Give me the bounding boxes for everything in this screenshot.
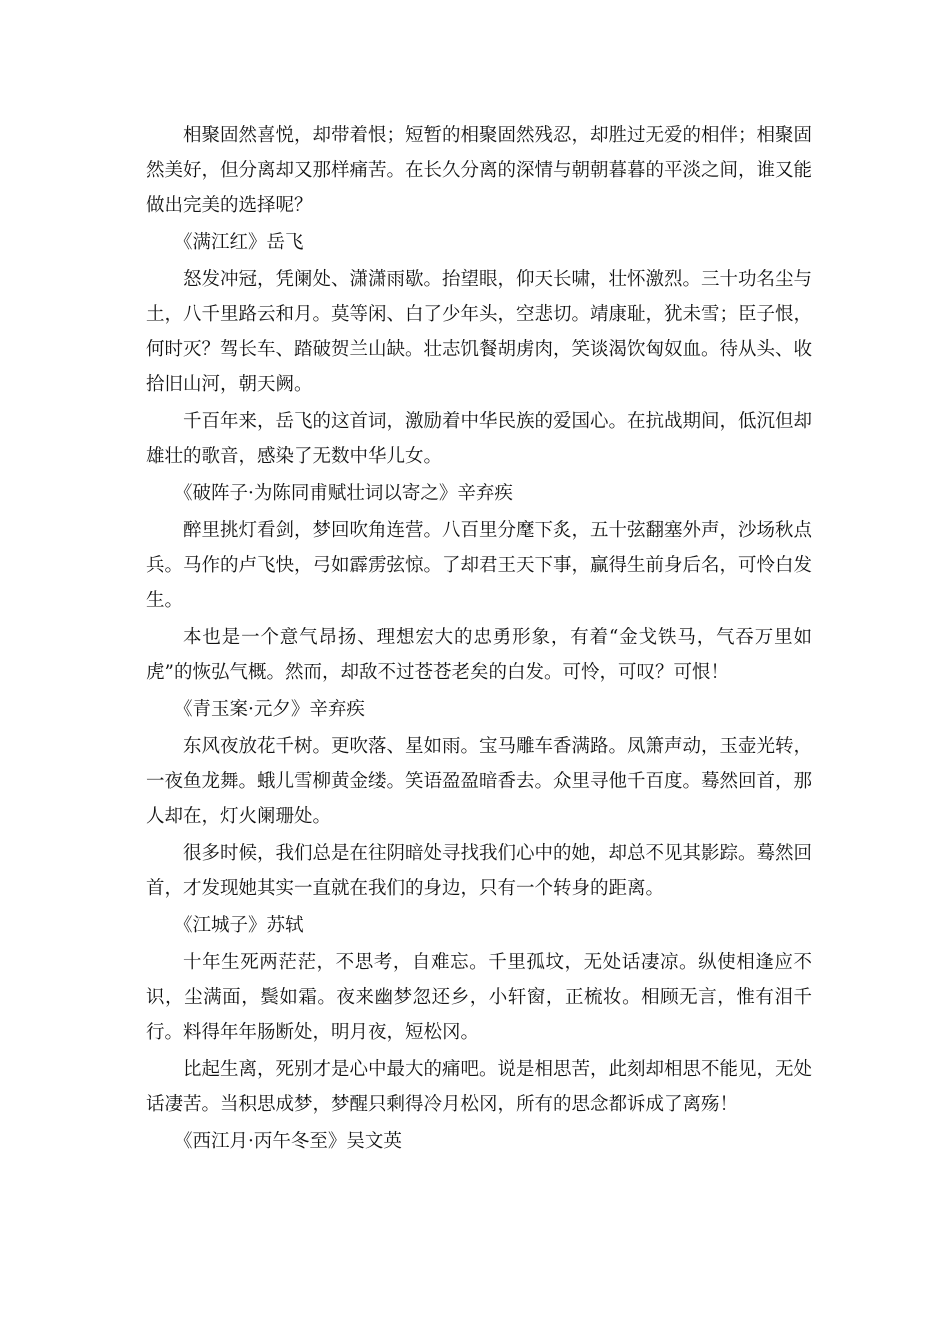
poem-text-pozhenzi: 醉里挑灯看剑，梦回吹角连营。八百里分麾下炙，五十弦翻塞外声，沙场秋点兵。马作的卢飞快，弓如霹雳弦惊。了却君王天下事，赢得生前身后名，可怜白发生。 bbox=[146, 520, 813, 611]
document-page bbox=[146, 118, 812, 1161]
poem-text-qingyuan: 东风夜放花千树。更吹落、星如雨。宝马雕车香满路。凤箫声动，玉壶光转，一夜鱼龙舞。蛾儿雪柳黄金缕。笑语盈盈暗香去。众里寻他千百度。蓦然回首，那人却在，灯火阑珊处。 bbox=[146, 736, 813, 827]
poem-title-jiangchengzi: 《江城子》苏轼 bbox=[174, 915, 304, 936]
poem-title-xijiangyue: 《西江月·丙午冬至》吴文英 bbox=[174, 1131, 402, 1152]
commentary-pozhenzi: 本也是一个意气昂扬、理想宏大的忠勇形象，有着“金戈铁马，气吞万里如虎”的恢弘气概。然而，却敌不过苍苍老矣的白发。可怜，可叹？可恨！ bbox=[146, 627, 812, 683]
poem-title-qingyuan: 《青玉案·元夕》辛弃疾 bbox=[174, 699, 365, 720]
poem-title-manjianghong: 《满江红》岳飞 bbox=[174, 232, 304, 253]
poem-text-jiangchengzi: 十年生死两茫茫，不思考，自难忘。千里孤坟，无处话凄凉。纵使相逢应不识，尘满面，鬓如霜。夜来幽梦忽还乡，小轩窗，正梳妆。相顾无言，惟有泪千行。料得年年肠断处，明月夜，短松冈。 bbox=[146, 952, 812, 1043]
commentary-jiangchengzi: 比起生离，死别才是心中最大的痛吧。说是相思苦，此刻却相思不能见，无处话凄苦。当积思成梦，梦醒只剩得冷月松冈，所有的思念都诉成了离殇！ bbox=[146, 1059, 813, 1115]
commentary-manjianghong: 千百年来，岳飞的这首词，激励着中华民族的爱国心。在抗战期间，低沉但却雄壮的歌音，感染了无数中华儿女。 bbox=[146, 411, 813, 467]
commentary-qingyuan: 很多时候，我们总是在往阴暗处寻找我们心中的她，却总不见其影踪。蓦然回首，才发现她其实一直就在我们的身边，只有一个转身的距离。 bbox=[146, 843, 813, 899]
paragraph-reunion-reflection: 相聚固然喜悦，却带着恨；短暂的相聚固然残忍，却胜过无爱的相伴；相聚固然美好，但分离却又那样痛苦。在长久分离的深情与朝朝暮暮的平淡之间，谁又能做出完美的选择呢？ bbox=[146, 125, 813, 216]
poem-text-manjianghong: 怒发冲冠，凭阑处、潇潇雨歇。抬望眼，仰天长啸，壮怀激烈。三十功名尘与土，八千里路云和月。莫等闲、白了少年头，空悲切。靖康耻，犹未雪；臣子恨，何时灭？驾长车、踏破贺兰山缺。壮志饥餐胡虏肉，笑谈渴饮匈奴血。待从头、收拾旧山河，朝天阙。 bbox=[146, 269, 813, 395]
poem-title-pozhenzi: 《破阵子·为陈同甫赋壮词以寄之》辛弃疾 bbox=[174, 483, 513, 504]
